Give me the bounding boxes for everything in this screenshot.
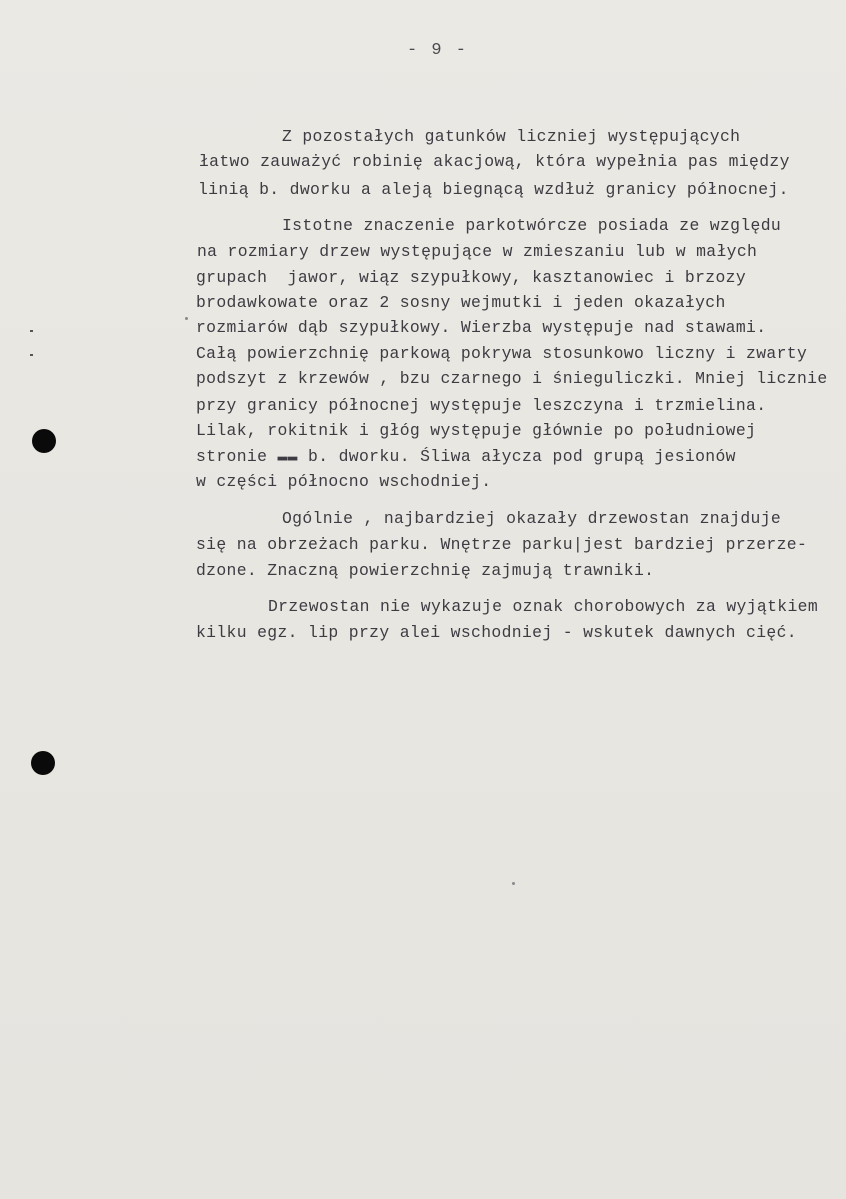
text-line: stronie ▬▬ b. dworku. Śliwa ałycza pod grupą jesionów xyxy=(196,447,736,466)
text-line: grupach jawor, wiąz szypułkowy, kasztanowiec i brzozy xyxy=(196,268,747,287)
text-line: Z pozostałych gatunków liczniej występujących xyxy=(282,127,741,146)
text-line: kilku egz. lip przy alei wschodniej - wskutek dawnych cięć. xyxy=(196,623,797,642)
text-line: łatwo zauważyć robinię akacjową, która wypełnia pas między xyxy=(199,152,790,171)
text-line: Ogólnie , najbardziej okazały drzewostan znajduje xyxy=(282,509,782,528)
text-line: linią b. dworku a aleją biegnącą wzdłuż granicy północnej. xyxy=(198,180,789,199)
text-line: podszyt z krzewów , bzu czarnego i śnieguliczki. Mniej licznie xyxy=(196,369,828,388)
punch-hole xyxy=(31,751,55,775)
text-line: Lilak, rokitnik i głóg występuje głównie po południowej xyxy=(196,421,757,440)
page-number: - 9 - xyxy=(407,41,469,60)
text-line: się na obrzeżach parku. Wnętrze parku|jest bardziej przerze- xyxy=(196,535,808,554)
text-line: Drzewostan nie wykazuje oznak chorobowych za wyjątkiem xyxy=(268,597,819,616)
text-line: rozmiarów dąb szypułkowy. Wierzba występuje nad stawami. xyxy=(196,318,767,337)
paper-speck xyxy=(185,317,188,320)
punch-hole xyxy=(32,429,56,453)
paper-speck xyxy=(512,882,515,885)
text-line: Całą powierzchnię parkową pokrywa stosunkowo liczny i zwarty xyxy=(196,344,808,363)
text-line: dzone. Znaczną powierzchnię zajmują trawniki. xyxy=(196,561,655,580)
margin-mark xyxy=(30,330,33,332)
text-line: Istotne znaczenie parkotwórcze posiada ze względu xyxy=(282,216,782,235)
text-line: przy granicy północnej występuje leszczyna i trzmielina. xyxy=(196,396,767,415)
margin-mark xyxy=(30,354,33,356)
text-line: na rozmiary drzew występujące w zmieszaniu lub w małych xyxy=(197,242,758,261)
text-line: w części północno wschodniej. xyxy=(196,472,492,491)
text-line: brodawkowate oraz 2 sosny wejmutki i jeden okazałych xyxy=(196,293,726,312)
